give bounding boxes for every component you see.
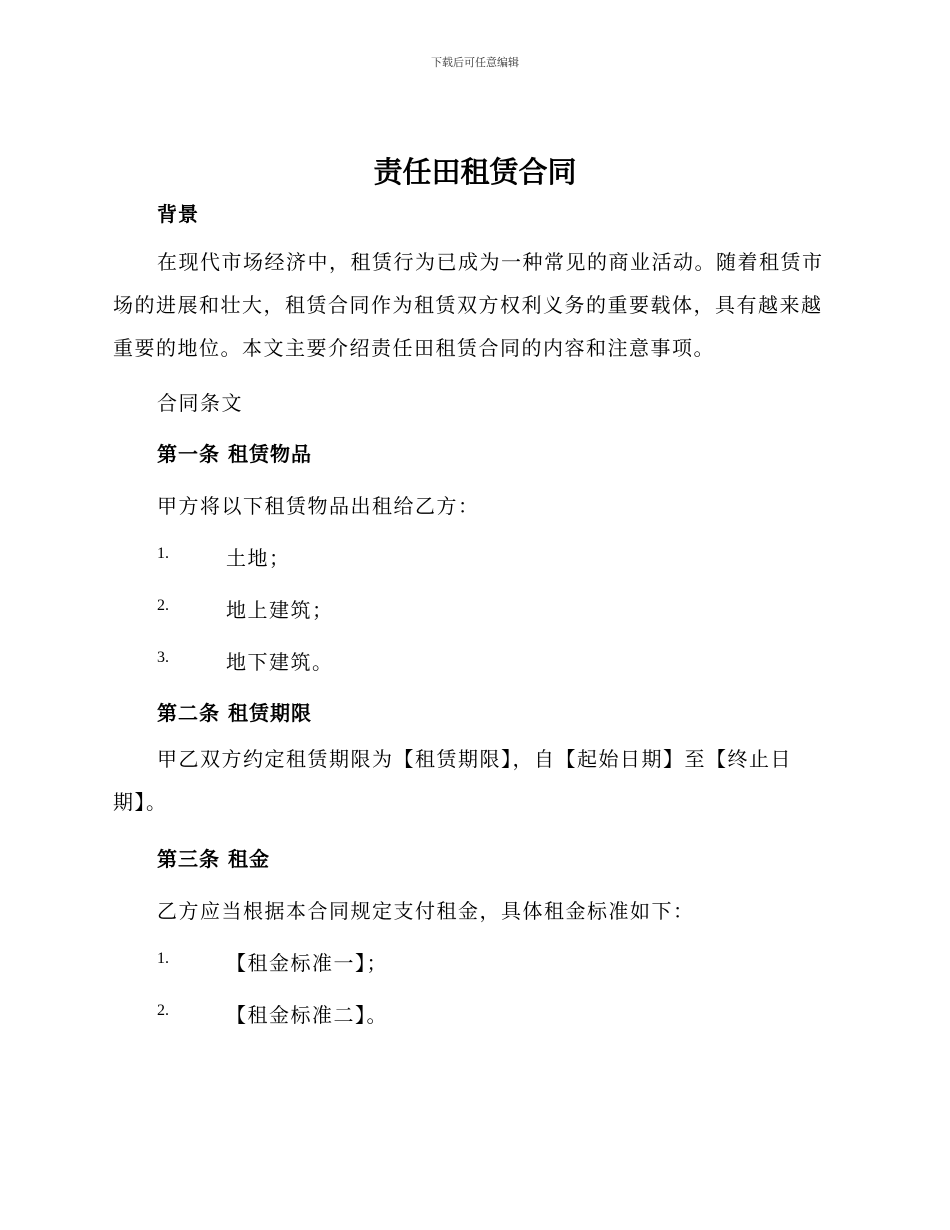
document-title: 责任田租赁合同: [373, 155, 577, 189]
page-header: 下载后可任意编辑: [431, 56, 519, 69]
article3-heading: 第三条 租金: [157, 847, 270, 871]
article2-heading: 第二条 租赁期限: [157, 701, 312, 725]
list-item-text: 地下建筑。: [226, 650, 334, 674]
article1-heading: 第一条 租赁物品: [157, 442, 312, 466]
list-item-number: 1.: [157, 545, 169, 562]
list-item-text: 【租金标准一】；: [226, 951, 388, 975]
clauses-heading: 合同条文: [157, 391, 243, 415]
list-item-text: 地上建筑；: [226, 598, 334, 622]
background-paragraph: 在现代市场经济中，租赁行为已成为一种常见的商业活动。随着租赁市场的进展和壮大，租赁合同作为租赁双方权利义务的重要载体，具有越来越重要的地位。本文主要介绍责任田租赁合同的内容和注意事项。: [113, 250, 824, 360]
list-item-number: 2.: [157, 597, 169, 614]
list-item-number: 1.: [157, 950, 169, 967]
article1-intro: 甲方将以下租赁物品出租给乙方：: [157, 494, 480, 518]
list-item-number: 2.: [157, 1002, 169, 1019]
list-item-text: 【租金标准二】。: [226, 1003, 388, 1027]
article2-paragraph: 甲乙双方约定租赁期限为【租赁期限】，自【起始日期】至【终止日期】。: [113, 747, 792, 814]
list-item-number: 3.: [157, 649, 169, 666]
article3-intro: 乙方应当根据本合同规定支付租金，具体租金标准如下：: [157, 899, 695, 923]
section-heading-background: 背景: [157, 202, 199, 226]
list-item-text: 土地；: [226, 546, 291, 570]
